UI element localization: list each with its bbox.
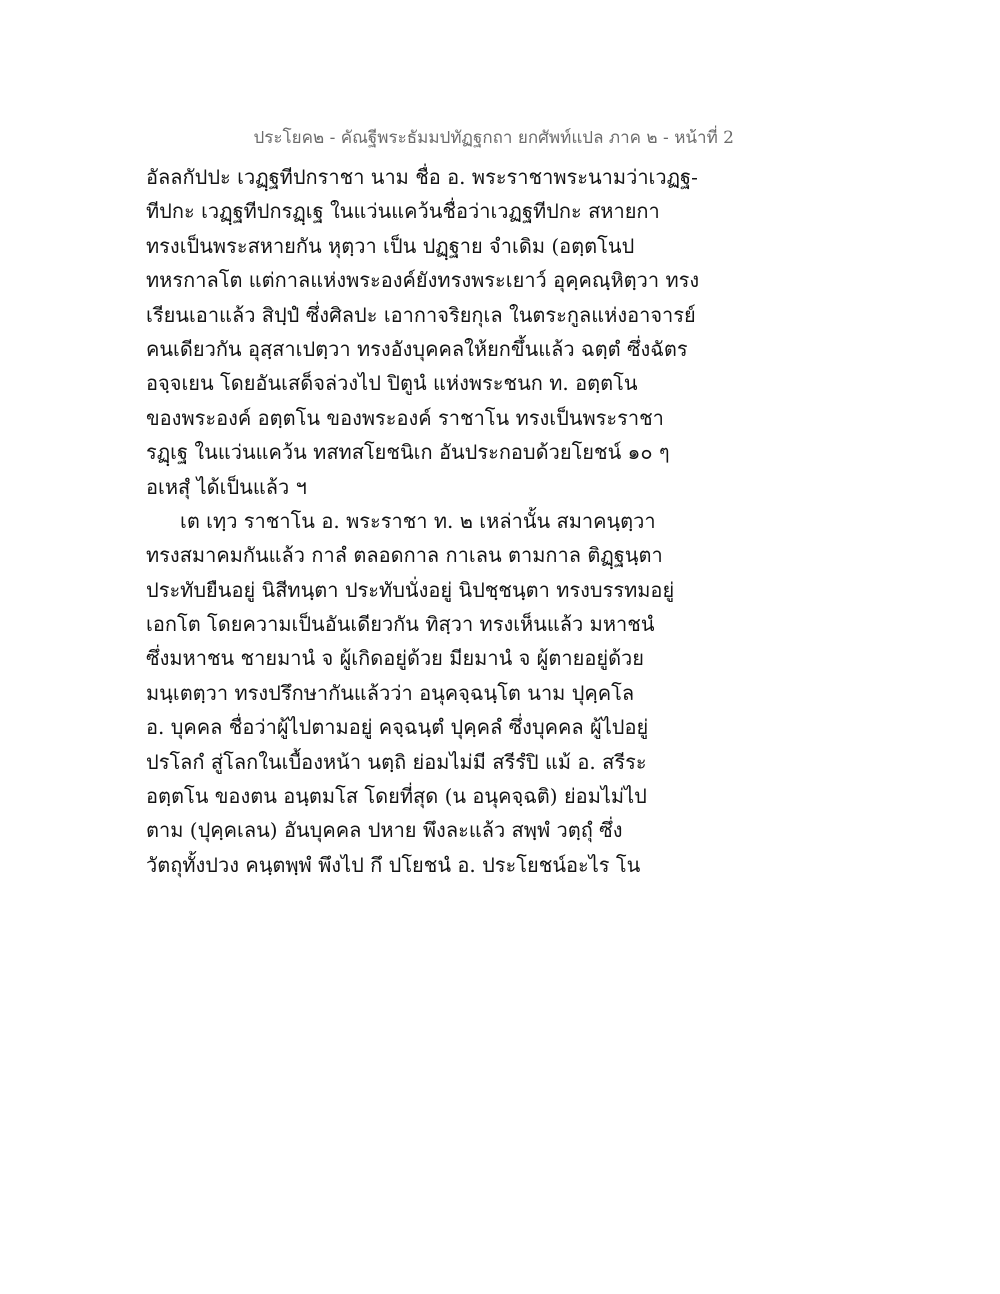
text-line: อตฺตโน ของตน อนฺตมโส โดยที่สุด (น อนุคจฺฉติ) ย่อมไม่ไป <box>146 784 647 809</box>
text-line: อจฺจเยน โดยอันเสด็จล่วงไป ปิตูนํ แห่งพระชนก ท. อตฺตโน <box>146 371 638 396</box>
text-line: เอกโต โดยความเป็นอันเดียวกัน ทิสฺวา ทรงเห็นแล้ว มหาชนํ <box>146 612 655 637</box>
text-line: คนเดียวกัน อุสฺสาเปตฺวา ทรงอังบุคคลให้ยกขึ้นแล้ว ฉตฺตํ ซึ่งฉัตร <box>146 336 688 361</box>
text-line: อ. บุคคล ชื่อว่าผู้ไปตามอยู่ คจฺฉนฺตํ ปุคฺคลํ ซึ่งบุคคล ผู้ไปอยู่ <box>146 715 649 740</box>
text-line: วัตถุทั้งปวง คนฺตพฺพํ พึงไป กึ ปโยชนํ อ. ประโยชน์อะไร โน <box>146 852 641 877</box>
text-line: ตาม (ปุคฺคเลน) อันบุคคล ปหาย พึงละแล้ว สพฺพํ วตฺถุํ ซึ่ง <box>146 818 623 843</box>
text-line: อเหสุํ ได้เป็นแล้ว ฯ <box>146 474 307 499</box>
text-line: ปรโลกํ สู่โลกในเบื้องหน้า นตฺถิ ย่อมไม่มี สรีรํปิ แม้ อ. สรีระ <box>146 749 647 774</box>
text-line: ทหรกาลโต แต่กาลแห่งพระองค์ยังทรงพระเยาว์ อุคฺคณฺหิตฺวา ทรง <box>146 268 700 293</box>
running-header: ประโยค๒ - คัณฐีพระธัมมปทัฏฐกถา ยกศัพท์แปล ภาค ๒ - หน้าที่ 2 <box>253 128 734 148</box>
text-line: ของพระองค์ อตฺตโน ของพระองค์ ราชาโน ทรงเป็นพระราชา <box>146 405 664 430</box>
body-text <box>146 160 700 882</box>
text-line: อัลลกัปปะ เวฏฺฐทีปกราชา นาม ชื่อ อ. พระราชาพระนามว่าเวฏฐ- <box>146 165 698 189</box>
text-line-indented: เต เทฺว ราชาโน อ. พระราชา ท. ๒ เหล่านั้น สมาคนฺตฺวา <box>180 508 656 533</box>
text-line: ซึ่งมหาชน ชายมานํ จ ผู้เกิดอยู่ด้วย มียมานํ จ ผู้ตายอยู่ด้วย <box>146 646 645 671</box>
text-line: ทีปกะ เวฏฺฐทีปกรฏฺเฐ ในแว่นแคว้นชื่อว่าเวฏฐทีปกะ สหายกา <box>146 199 660 224</box>
paragraph-2 <box>146 504 686 882</box>
text-line: ประทับยืนอยู่ นิสีทนฺตา ประทับนั่งอยู่ นิปชฺชนฺตา ทรงบรรทมอยู่ <box>146 577 675 602</box>
text-line: ทรงเป็นพระสหายกัน หุตฺวา เป็น ปฏฺฐาย จำเดิม (อตฺตโนป <box>146 233 635 258</box>
paragraph-1 <box>146 160 700 504</box>
text-line: มนฺเตตฺวา ทรงปรึกษากันแล้วว่า อนุคจฺฉนฺโต นาม ปุคฺคโล <box>146 680 635 705</box>
text-line: รฏฺเฐ ในแว่นแคว้น ทสทสโยชนิเก อันประกอบด้วยโยชน์ ๑๐ ๆ <box>146 440 670 465</box>
text-line: ทรงสมาคมกันแล้ว กาลํ ตลอดกาล กาเลน ตามกาล ติฏฺฐนฺตา <box>146 543 663 568</box>
text-line: เรียนเอาแล้ว สิปฺปํ ซึ่งศิลปะ เอากาจริยกุเล ในตระกูลแห่งอาจารย์ <box>146 302 696 327</box>
